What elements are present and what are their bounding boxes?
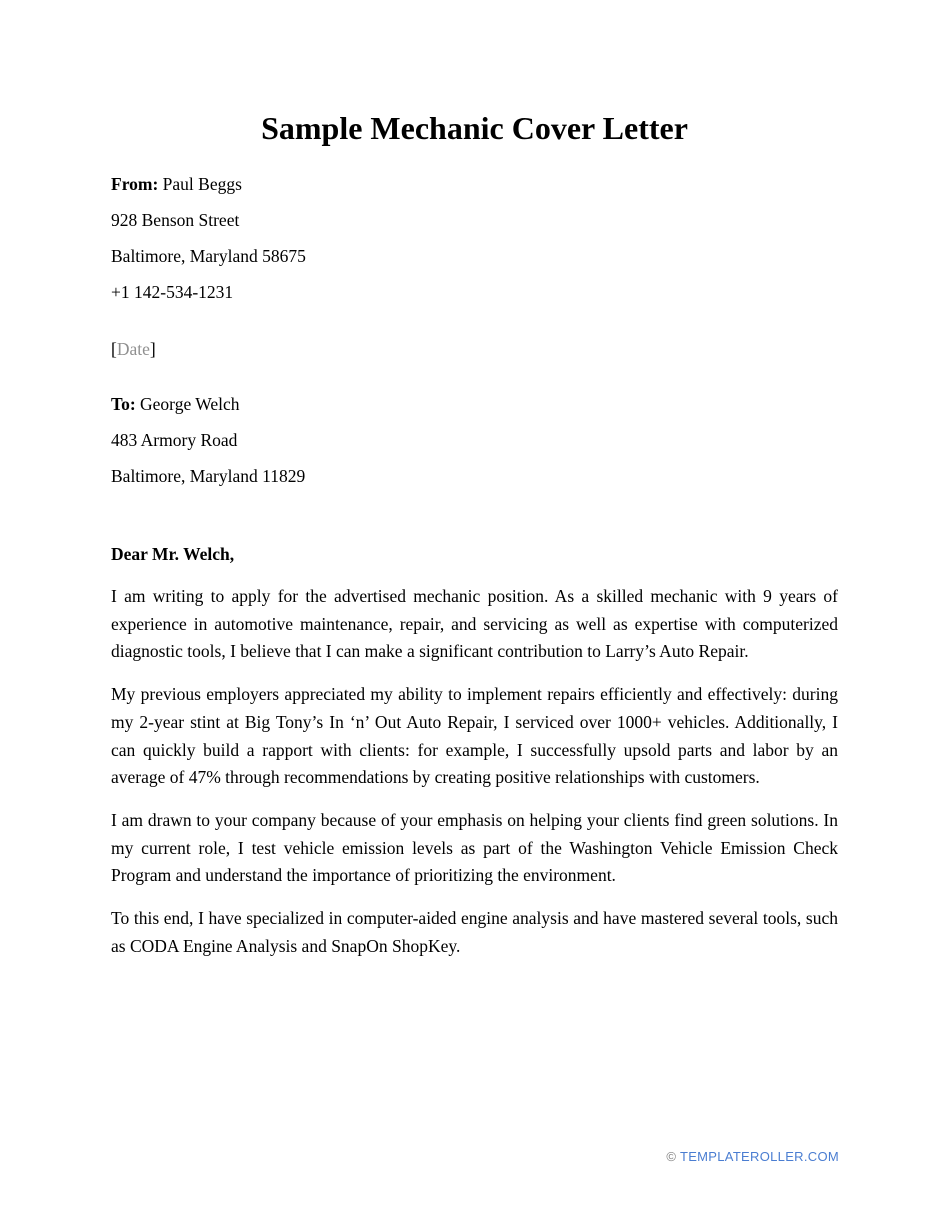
from-label: From: [111,174,159,194]
recipient-block [111,386,838,494]
date-open-bracket: [ [111,339,117,359]
body-paragraph-4: To this end, I have specialized in computer-aided engine analysis and have mastered several tools, such as CODA Engine Analysis and SnapOn ShopKey. [111,908,838,956]
sender-city: Baltimore, Maryland 58675 [111,246,306,266]
copyright-symbol: © [666,1149,677,1164]
page-footer [666,1149,839,1165]
recipient-street: 483 Armory Road [111,430,238,450]
sender-phone: +1 142-534-1231 [111,282,234,302]
recipient-name: George Welch [140,394,240,414]
sender-name: Paul Beggs [162,174,242,194]
body-paragraph-2: My previous employers appreciated my ability to implement repairs efficiently and effectively: during my 2-year stint at Big Tony’s In ‘n’ Out Auto Repair, I serviced over 1000+ vehicles. Additionally, I can quickly build a rapport with clients: for example, I successfully upsold parts and labor by an average of 47% through recommendations by creating positive relationships with customers. [111,684,838,788]
to-label: To: [111,394,136,414]
letter-body [111,583,838,960]
salutation: Dear Mr. Welch, [111,544,235,564]
date-close-bracket: ] [149,339,156,359]
date-placeholder[interactable]: Date [116,339,150,359]
date-field[interactable] [111,331,838,367]
body-paragraph-1: I am writing to apply for the advertised mechanic position. As a skilled mechanic with 9 years of experience in automotive maintenance, repair, and servicing as well as expertise with computerized diagnostic tools, I believe that I can make a significant contribution to Larry’s Auto Repair. [111,586,838,662]
sender-from-line [111,166,838,202]
document-title: Sample Mechanic Cover Letter [261,110,688,146]
sender-street: 928 Benson Street [111,210,240,230]
templateroller-link[interactable]: TEMPLATEROLLER.COM [679,1149,839,1164]
body-paragraph-3: I am drawn to your company because of your emphasis on helping your clients find green solutions. In my current role, I test vehicle emission levels as part of the Washington Vehicle Emission Check Program and understand the importance of prioritizing the environment. [111,809,838,886]
recipient-city: Baltimore, Maryland 11829 [111,466,306,486]
sender-block [111,166,838,310]
recipient-to-line [111,386,838,422]
